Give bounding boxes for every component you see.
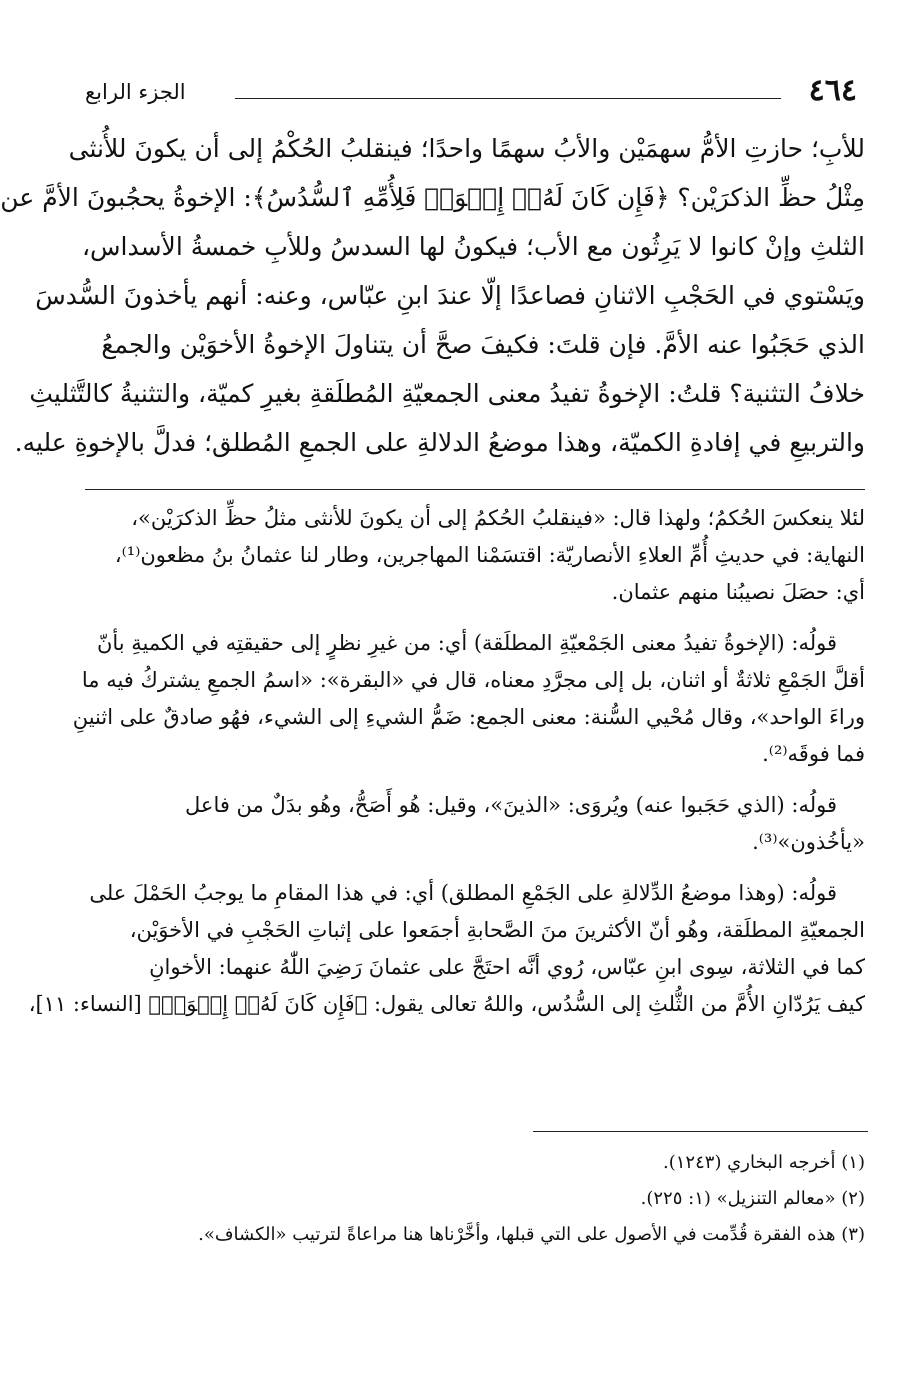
header-rule — [235, 98, 781, 99]
main-line: مِثْلُ حظِّ الذكرَيْن؟ ﴿فَإِن كَانَ لَهُۥٓ إِخۡوَةٞ فَلِأُمِّهِ ٱلسُّدُسُ﴾: الإخوةُ يحجُبونَ الأمَّ عن — [0, 183, 865, 212]
commentary-paragraph — [28, 875, 865, 1023]
commentary-paragraph — [85, 787, 865, 861]
text-commentary-divider — [85, 489, 865, 490]
main-line: الثلثِ وإنْ كانوا لا يَرِثُون مع الأب؛ فيكونُ لها السدسُ وللأبِ خمسةُ الأسداس، — [81, 232, 865, 261]
commentary-line: النهاية: في حديثِ أُمِّ العلاءِ الأنصاريّة: اقتسَمْنا المهاجرين، وطار لنا عثمانُ بنُ مظعون⁽¹⁾، — [114, 543, 865, 567]
commentary — [28, 500, 865, 1023]
paragraph-gap — [85, 611, 865, 625]
commentary-paragraph — [85, 500, 865, 611]
commentary-line: لئلا ينعكسَ الحُكمُ؛ ولهذا قال: «فينقلبُ الحُكمُ إلى أن يكونَ للأنثى مثلُ حظِّ الذكرَيْن»، — [131, 506, 865, 530]
commentary-line: أقلَّ الجَمْعِ ثلاثةٌ أو اثنان، بل إلى مجرَّدِ معناه، قال في «البقرة»: «اسمُ الجمعِ يشتركُ فيه ما — [81, 668, 865, 692]
paragraph-gap — [85, 861, 865, 875]
commentary-line: قولُه: (الإخوةُ تفيدُ معنى الجَمْعيّةِ المطلَقة) أي: من غيرِ نظرٍ إلى حقيقتِه في الكميةِ بأنّ — [96, 631, 837, 655]
commentary-line: الجمعيّةِ المطلَقة، وهُو أنّ الأكثرينَ منَ الصَّحابةِ أجمَعوا على إثباتِ الحَجْبِ في الأخوَيْن، — [129, 918, 865, 942]
commentary-line: فما فوقَه⁽²⁾. — [762, 742, 865, 766]
commentary-line: وراءَ الواحد»، وقال مُحْيي السُّنة: معنى الجمع: ضَمُّ الشيءِ إلى الشيء، فهُو صادقٌ على اثنينِ — [72, 705, 865, 729]
commentary-line: قولُه: (وهذا موضعُ الدِّلالةِ على الجَمْعِ المطلق) أي: في هذا المقامِ ما يوجبُ الحَمْلَ على — [89, 881, 837, 905]
footnote: (١) أخرجه البخاري (١٢٤٣). — [663, 1152, 865, 1173]
commentary-line: كيف يَرُدّانِ الأُمَّ من الثُّلثِ إلى السُّدُس، واللهُ تعالى يقول: ﴿فَإِن كَانَ لَهُۥٓ إِخۡوَةٞ﴾ [النساء: ١١]، — [28, 992, 865, 1016]
main-text — [0, 124, 865, 467]
main-line: والتربيعِ في إفادةِ الكميّة، وهذا موضعُ الدلالةِ على الجمعِ المُطلق؛ فدلَّ بالإخوةِ عليه. — [14, 428, 865, 457]
commentary-line: أي: حصَلَ نصيبُنا منهم عثمان. — [611, 580, 865, 604]
main-line: الذي حَجَبُوا عنه الأمَّ. فإن قلتَ: فكيفَ صحَّ أن يتناولَ الإخوةُ الأخوَيْن والجمعُ — [101, 330, 865, 359]
footnotes — [85, 1145, 865, 1253]
page-number: ٤٦٤ — [808, 73, 857, 108]
commentary-paragraph — [72, 625, 865, 773]
page-header — [85, 74, 857, 114]
footnote-divider — [533, 1131, 868, 1132]
commentary-line: قولُه: (الذي حَجَبوا عنه) ويُروَى: «الذينَ»، وقيل: هُو أَصَحُّ، وهُو بدَلٌ من فاعل — [185, 793, 837, 817]
paragraph-gap — [85, 773, 865, 787]
footnote: (٣) هذه الفقرة قُدِّمت في الأصول على التي قبلها، وأخَّرْناها هنا مراعاةً لترتيب «الكشاف». — [198, 1224, 865, 1245]
part-title: الجزء الرابع — [85, 80, 186, 104]
footnote: (٢) «معالم التنزيل» (١: ٢٢٥). — [640, 1188, 865, 1209]
main-line: خلافُ التثنية؟ قلتُ: الإخوةُ تفيدُ معنى الجمعيّةِ المُطلَقةِ بغيرِ كميّة، والتثنيةُ كالتَّثليثِ — [29, 379, 865, 408]
commentary-line: «يأخُذون»⁽³⁾. — [752, 830, 865, 854]
main-line: ويَسْتوي في الحَجْبِ الاثنانِ فصاعدًا إلّا عندَ ابنِ عبّاس، وعنه: أنهم يأخذونَ السُّدسَ — [35, 281, 865, 310]
main-line: للأبِ؛ حازتِ الأمُّ سهمَيْن والأبُ سهمًا واحدًا؛ فينقلبُ الحُكْمُ إلى أن يكونَ للأُنثى — [68, 134, 865, 163]
commentary-line: كما في الثلاثة، سِوى ابنِ عبّاس، رُوي أنَّه احتَجَّ على عثمانَ رَضِيَ اللّٰهُ عنهما: الأخوانِ — [149, 955, 865, 979]
